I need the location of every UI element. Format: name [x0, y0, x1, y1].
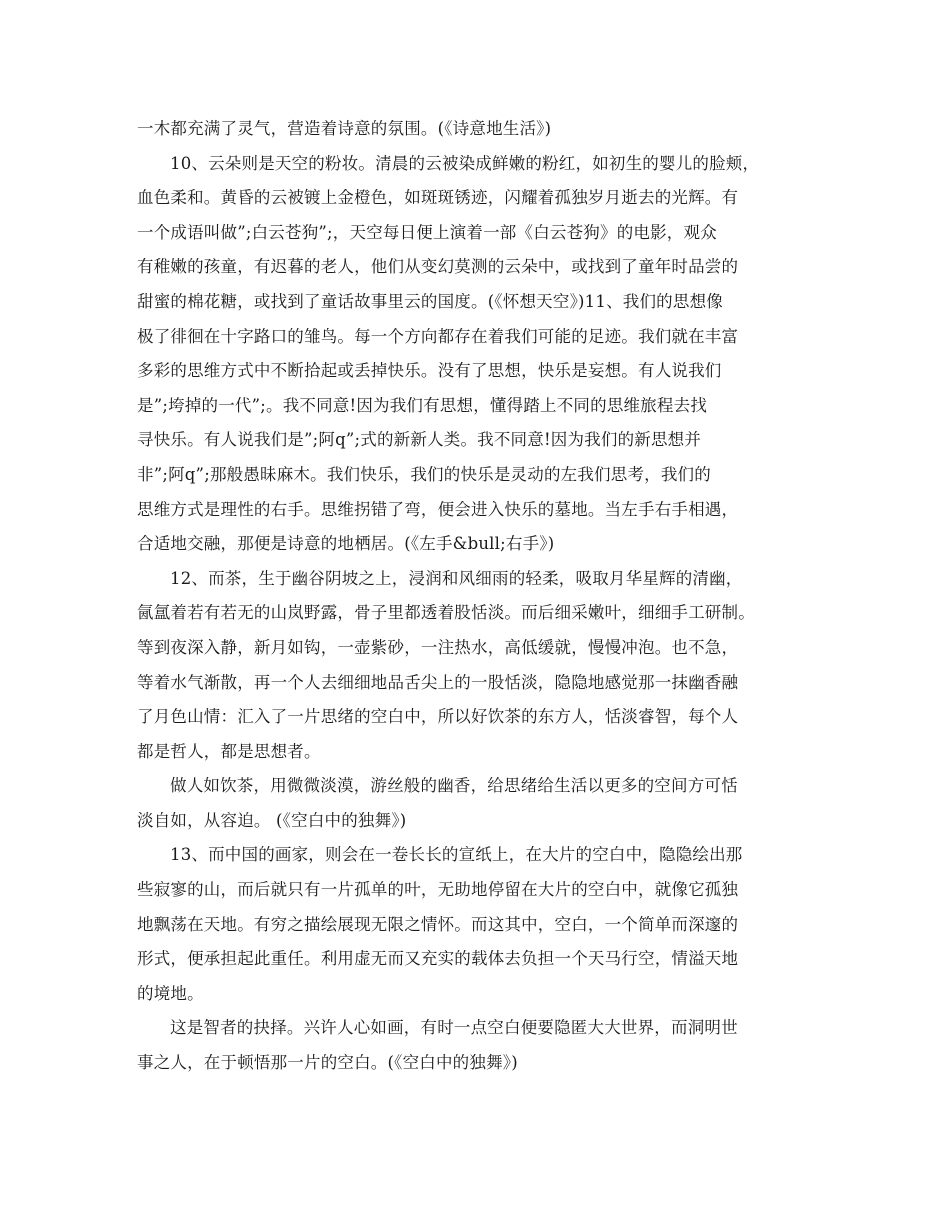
document-page	[137, 112, 827, 1081]
text-line: 12、而茶，生于幽谷阴坡之上，浸润和风细雨的轻柔，吸取月华星辉的清幽，	[170, 568, 743, 588]
text-line: 这是智者的抉择。兴许人心如画，有时一点空白便要隐匿大大世界，而洞明世	[170, 1018, 738, 1038]
text-line: 等到夜深入静，新月如钩，一壶紫砂，一注热水，高低缓就，慢慢冲泡。也不急，	[137, 637, 739, 657]
text-line: 多彩的思维方式中不断拾起或丢掉快乐。没有了思想，快乐是妄想。有人说我们	[137, 361, 722, 381]
text-line: 形式，便承担起此重任。利用虚无而又充实的载体去负担一个天马行空，情溢天地	[137, 949, 739, 969]
text-line: 寻快乐。有人说我们是”;阿q”;式的新新人类。我不同意!因为我们的新思想并	[137, 430, 702, 450]
text-line: 都是哲人，都是思想者。	[137, 741, 321, 761]
text-line: 合适地交融，那便是诗意的地栖居。(《左手&bull;右手》)	[137, 534, 555, 554]
text-line: 地飘荡在天地。有穷之描绘展现无限之情怀。而这其中，空白，一个简单而深邃的	[137, 914, 739, 934]
text-line: 一木都充满了灵气，营造着诗意的氛围。(《诗意地生活》)	[137, 119, 552, 138]
text-line: 的境地。	[137, 983, 204, 1003]
text-line: 思维方式是理性的右手。思维拐错了弯，便会进入快乐的墓地。当左手右手相遇，	[137, 499, 739, 519]
text-line: 做人如饮茶，用微微淡漠，游丝般的幽香，给思绪给生活以更多的空间方可恬	[170, 776, 738, 796]
text-line: 等着水气渐散，再一个人去细细地品舌尖上的一股恬淡，隐隐地感觉那一抹幽香融	[137, 672, 739, 692]
text-line: 氤氲着若有若无的山岚野露，骨子里都透着股恬淡。而后细采嫩叶，细细手工研制。	[137, 603, 755, 623]
text-line: 非”;阿q”;那般愚昧麻木。我们快乐，我们的快乐是灵动的左我们思考，我们的	[137, 464, 711, 484]
text-line: 有稚嫩的孩童，有迟暮的老人，他们从变幻莫测的云朵中，或找到了童年时品尝的	[137, 257, 739, 277]
text-line: 淡自如，从容迫。 (《空白中的独舞》)	[137, 810, 407, 830]
text-line: 极了徘徊在十字路口的雏鸟。每一个方向都存在着我们可能的足迹。我们就在丰富	[137, 326, 739, 346]
text-line: 血色柔和。黄昏的云被镀上金橙色，如斑斑锈迹，闪耀着孤独岁月逝去的光辉。有	[137, 188, 739, 208]
text-line: 事之人，在于顿悟那一片的空白。(《空白中的独舞》)	[137, 1053, 518, 1073]
text-line: 13、而中国的画家，则会在一卷长长的宣纸上，在大片的空白中，隐隐绘出那	[170, 845, 743, 865]
text-line: 甜蜜的棉花糖，或找到了童话故事里云的国度。(《怀想天空》)11、我们的思想像	[137, 291, 723, 311]
text-line: 了月色山情：汇入了一片思绪的空白中，所以好饮茶的东方人，恬淡睿智，每个人	[137, 707, 739, 727]
text-line: 些寂寥的山，而后就只有一片孤单的叶，无助地停留在大片的空白中，就像它孤独	[137, 880, 739, 900]
text-line: 10、云朵则是天空的粉妆。清晨的云被染成鲜嫩的粉红，如初生的婴儿的脸颊，	[170, 153, 760, 173]
text-line: 是”;垮掉的一代”;。我不同意!因为我们有思想，懂得踏上不同的思维旅程去找	[137, 395, 708, 415]
text-line: 一个成语叫做”;白云苍狗”;，天空每日便上演着一部《白云苍狗》的电影，观众	[137, 222, 717, 242]
